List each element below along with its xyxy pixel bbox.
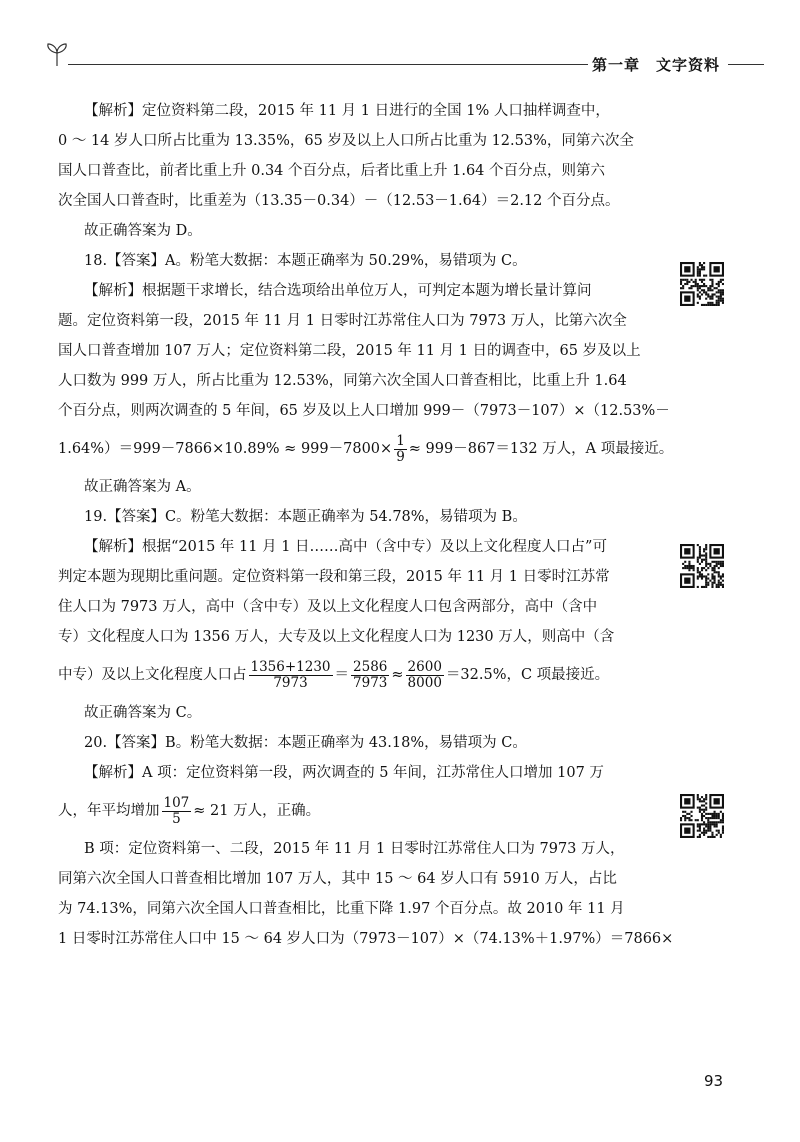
chapter-number: 第一章 bbox=[591, 56, 640, 74]
text-line: 住人口为 7973 万人，高中（含中专）及以上文化程度人口包含两部分，高中（含中 bbox=[58, 599, 598, 615]
text-line: 故正确答案为 C。 bbox=[84, 705, 202, 721]
text-line: 次全国人口普查时，比重差为（13.35－0.34）－（12.53－1.64）＝2.12 个百分点。 bbox=[58, 193, 620, 209]
formula-text: 1.64%）＝999－7866×10.89% ≈ 999－7800× bbox=[58, 441, 393, 457]
paragraph-block bbox=[58, 698, 650, 788]
header-rule-left bbox=[68, 64, 588, 65]
equals-sign: ＝ bbox=[334, 667, 350, 683]
chapter-title bbox=[592, 54, 720, 75]
paragraph-block bbox=[58, 834, 674, 954]
formula-line-19 bbox=[58, 652, 650, 698]
fraction-denominator: 7973 bbox=[353, 674, 388, 691]
fraction-numerator: 1 bbox=[396, 432, 405, 449]
text-line: 0 ～ 14 岁人口所占比重为 13.35%，65 岁及以上人口所占比重为 12.53%，同第六次全 bbox=[58, 133, 634, 149]
text-line: 18.【答案】A。粉笔大数据：本题正确率为 50.29%，易错项为 C。 bbox=[84, 253, 527, 269]
formula-text: ≈ 21 万人，正确。 bbox=[193, 803, 321, 819]
qr-code-icon[interactable] bbox=[680, 544, 724, 588]
text-line: 为 74.13%，同第六次全国人口普查相比，比重下降 1.97 个百分点。故 2010 年 11 月 bbox=[58, 901, 625, 917]
qr-code-icon[interactable] bbox=[680, 794, 724, 838]
text-line: 国人口普查比，前者比重上升 0.34 个百分点，后者比重上升 1.64 个百分点，则第六 bbox=[58, 163, 606, 179]
text-line: 人口数为 999 万人，所占比重为 12.53%，同第六次全国人口普查相比，比重上升 1.64 bbox=[58, 373, 627, 389]
formula-line-20 bbox=[58, 788, 650, 834]
fraction-numerator: 2586 bbox=[353, 658, 388, 675]
page-header bbox=[38, 38, 764, 78]
fraction-numerator: 107 bbox=[163, 794, 190, 811]
text-line: 国人口普查增加 107 万人；定位资料第二段，2015 年 11 月 1 日的调查中，65 岁及以上 bbox=[58, 343, 641, 359]
fraction-numerator: 2600 bbox=[407, 658, 442, 675]
formula-text: ≈ 999－867＝132 万人，A 项最接近。 bbox=[408, 441, 674, 457]
text-line: 故正确答案为 A。 bbox=[84, 479, 201, 495]
fraction bbox=[406, 660, 444, 691]
header-rule-right bbox=[728, 64, 764, 65]
text-line: 【解析】根据“2015 年 11 月 1 日……高中（含中专）及以上文化程度人口占”可 bbox=[84, 539, 607, 555]
fraction-denominator: 7973 bbox=[273, 674, 308, 691]
fraction-denominator: 9 bbox=[396, 448, 405, 465]
text-line: 【解析】根据题干求增长，结合选项给出单位万人，可判定本题为增长量计算问 bbox=[84, 283, 592, 299]
text-line: 【解析】A 项：定位资料第一段，两次调查的 5 年间，江苏常住人口增加 107 万 bbox=[84, 765, 604, 781]
text-line: B 项：定位资料第一、二段，2015 年 11 月 1 日零时江苏常住人口为 7973 万人， bbox=[84, 841, 625, 857]
text-line: 【解析】定位资料第二段，2015 年 11 月 1 日进行的全国 1% 人口抽样调查中， bbox=[84, 103, 610, 119]
leaf-icon bbox=[42, 40, 72, 70]
text-line: 故正确答案为 D。 bbox=[84, 223, 202, 239]
answer-explanations bbox=[58, 96, 674, 954]
formula-line-18 bbox=[58, 426, 674, 472]
text-line: 20.【答案】B。粉笔大数据：本题正确率为 43.18%，易错项为 C。 bbox=[84, 735, 527, 751]
text-line: 专）文化程度人口为 1356 万人，大专及以上文化程度人口为 1230 万人，则高中（含 bbox=[58, 629, 615, 645]
text-line: 个百分点，则两次调查的 5 年间，65 岁及以上人口增加 999－（7973－107）×（12.53%－ bbox=[58, 403, 670, 419]
fraction-denominator: 5 bbox=[172, 810, 181, 827]
formula-text: 人，年平均增加 bbox=[58, 803, 160, 819]
paragraph-block bbox=[58, 96, 670, 426]
paragraph-block bbox=[58, 472, 650, 652]
fraction-denominator: 8000 bbox=[407, 674, 442, 691]
fraction bbox=[249, 660, 333, 691]
page-number: 93 bbox=[704, 1072, 724, 1090]
text-line: 1 日零时江苏常住人口中 15 ～ 64 岁人口为（7973－107）×（74.13%＋1.97%）＝7866× bbox=[58, 931, 674, 947]
fraction bbox=[351, 660, 389, 691]
formula-text: ＝32.5%，C 项最接近。 bbox=[445, 667, 610, 683]
text-line: 判定本题为现期比重问题。定位资料第一段和第三段，2015 年 11 月 1 日零时江苏常 bbox=[58, 569, 610, 585]
fraction-numerator: 1356+1230 bbox=[250, 658, 331, 675]
text-line: 19.【答案】C。粉笔大数据：本题正确率为 54.78%，易错项为 B。 bbox=[84, 509, 527, 525]
fraction bbox=[162, 796, 192, 827]
qr-code-icon[interactable] bbox=[680, 262, 724, 306]
text-line: 题。定位资料第一段，2015 年 11 月 1 日零时江苏常住人口为 7973 万人，比第六次全 bbox=[58, 313, 627, 329]
approx-sign: ≈ bbox=[391, 667, 404, 683]
text-line: 同第六次全国人口普查相比增加 107 万人，其中 15 ～ 64 岁人口有 5910 万人，占比 bbox=[58, 871, 617, 887]
fraction-one-ninth bbox=[394, 434, 407, 465]
formula-text: 中专）及以上文化程度人口占 bbox=[58, 667, 247, 683]
chapter-name: 文字资料 bbox=[655, 56, 720, 74]
